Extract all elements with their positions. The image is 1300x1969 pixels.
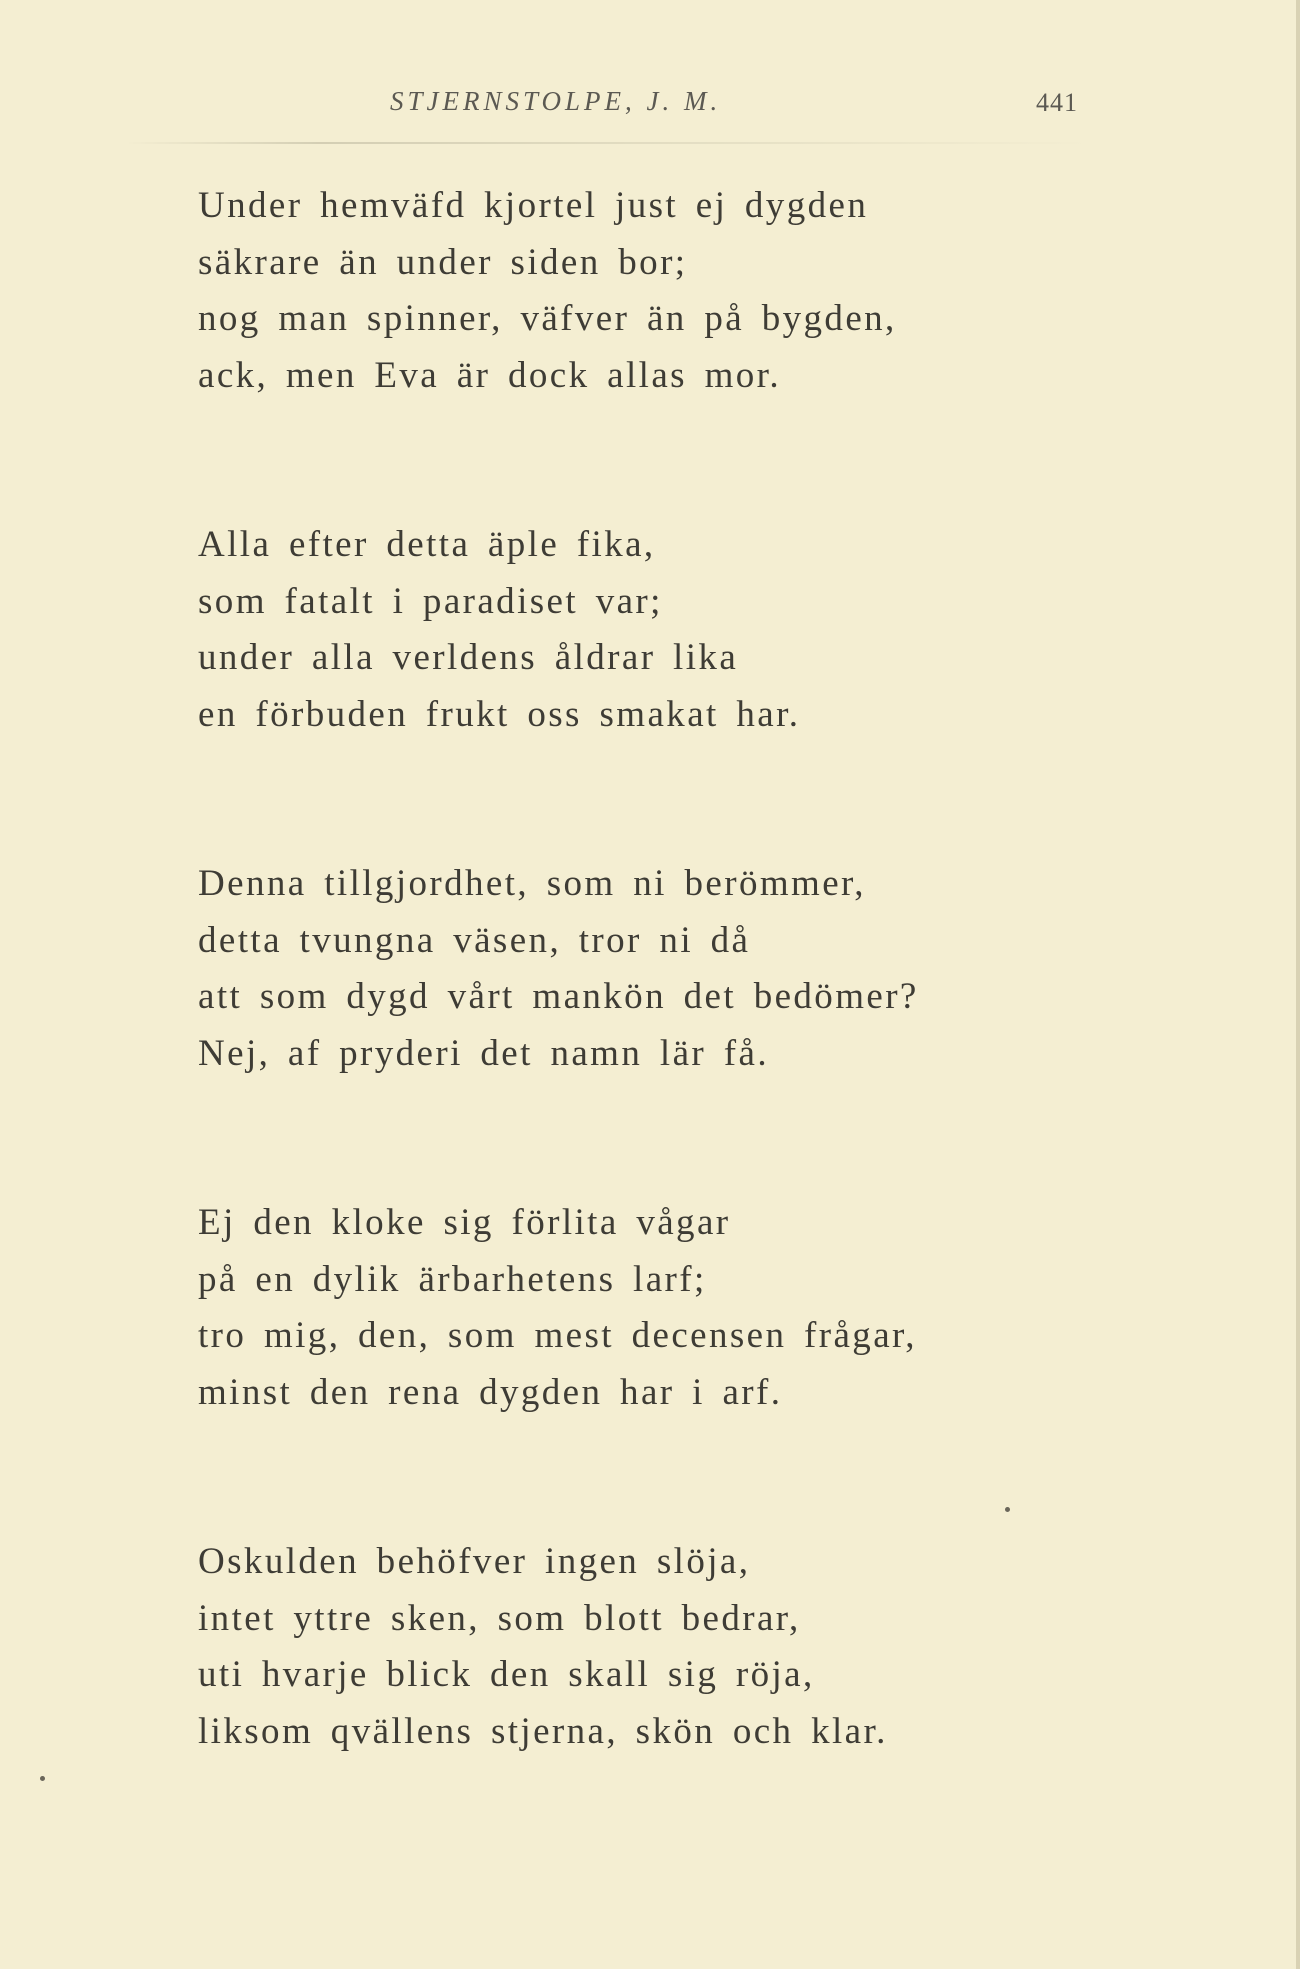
poem-line: tro mig, den, som mest decensen frågar, <box>198 1315 917 1356</box>
poem-line: säkrare än under siden bor; <box>198 241 688 283</box>
poem-line: detta tvungna väsen, tror ni då <box>198 919 751 961</box>
page-number: 441 <box>1036 88 1078 117</box>
poem-line: Oskulden behöfver ingen slöja, <box>198 1541 751 1582</box>
poem-line: Alla efter detta äple fika, <box>198 524 656 565</box>
poem-line: liksom qvällens stjerna, skön och klar. <box>198 1710 888 1752</box>
poem-line: nog man spinner, väfver än på bygden, <box>198 298 897 339</box>
poem-line: intet yttre sken, som blott bedrar, <box>198 1597 801 1639</box>
stanza-2 <box>198 517 1198 743</box>
poem-line: uti hvarje blick den skall sig röja, <box>198 1654 815 1695</box>
stanza-1 <box>198 178 1198 404</box>
stanza-3 <box>198 856 1198 1082</box>
poem-line: minst den rena dygden har i arf. <box>198 1371 783 1413</box>
poem-line: ack, men Eva är dock allas mor. <box>198 354 781 396</box>
poem-line: under alla verldens åldrar lika <box>198 637 739 678</box>
poem-line: Under hemväfd kjortel just ej dygden <box>198 185 869 226</box>
stanza-5 <box>198 1534 1198 1760</box>
poem-line: Ej den kloke sig förlita vågar <box>198 1202 731 1243</box>
poem-line: Nej, af pryderi det namn lär få. <box>198 1032 769 1074</box>
poem-line: en förbuden frukt oss smakat har. <box>198 693 801 735</box>
ink-speck <box>40 1776 45 1781</box>
running-head: STJERNSTOLPE, J. M. <box>390 86 722 116</box>
stanza-4 <box>198 1195 1198 1421</box>
header-rule <box>125 142 1095 144</box>
poem-line: Denna tillgjordhet, som ni berömmer, <box>198 863 866 904</box>
page-edge <box>1296 0 1300 1969</box>
poem-line: att som dygd vårt mankön det bedömer? <box>198 976 919 1017</box>
poem <box>198 178 1198 1760</box>
ink-speck <box>1005 1507 1010 1512</box>
poem-line: på en dylik ärbarhetens larf; <box>198 1258 707 1300</box>
poem-line: som fatalt i paradiset var; <box>198 580 663 622</box>
